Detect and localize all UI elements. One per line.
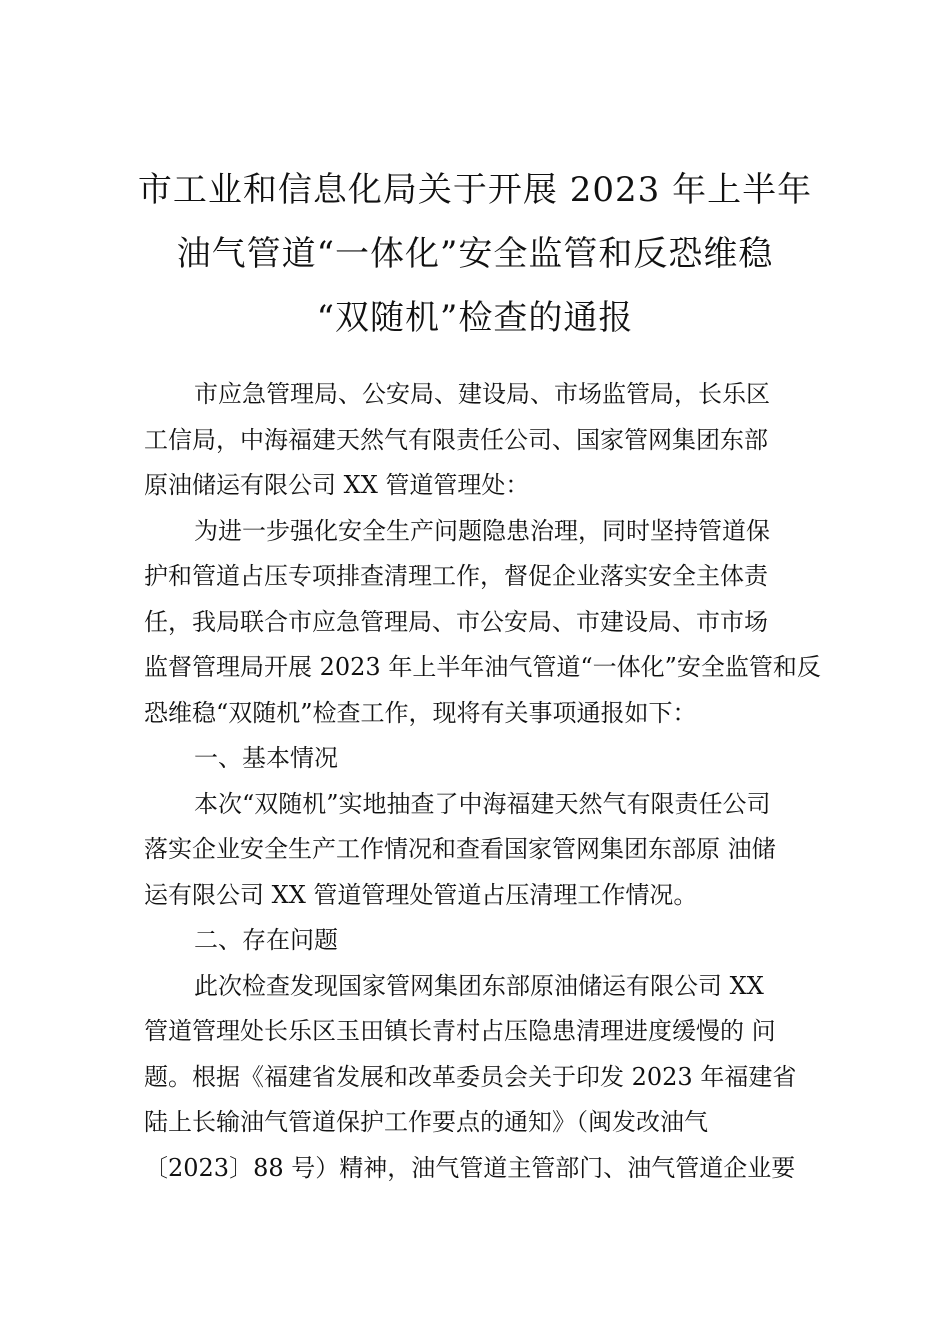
body-line: 市应急管理局、公安局、建设局、市场监管局，长乐区 xyxy=(194,380,770,408)
body-line: 任，我局联合市应急管理局、市公安局、市建设局、市市场 xyxy=(144,607,768,636)
title-line-1: 市工业和信息化局关于开展 2023 年上半年 xyxy=(137,170,813,210)
body-line: 〔2023〕88 号）精神，油气管道主管部门、油气管道企业要 xyxy=(144,1153,796,1182)
body-line: 工信局，中海福建天然气有限责任公司、国家管网集团东部 xyxy=(144,425,768,454)
title-line-3: “双随机”检查的通报 xyxy=(316,298,634,338)
body-line: 一、基本情况 xyxy=(194,744,338,772)
body-line: 恐维稳“双随机”检查工作，现将有关事项通报如下： xyxy=(144,698,697,727)
body-line: 落实企业安全生产工作情况和查看国家管网集团东部原 油储 xyxy=(144,835,776,863)
body-line: 运有限公司 XX 管道管理处管道占压清理工作情况。 xyxy=(144,880,698,909)
body-line: 此次检查发现国家管网集团东部原油储运有限公司 XX xyxy=(194,971,764,1000)
body-line: 本次“双随机”实地抽查了中海福建天然气有限责任公司 xyxy=(194,789,771,818)
body-line: 为进一步强化安全生产问题隐患治理，同时坚持管道保 xyxy=(194,516,770,545)
body-line: 护和管道占压专项排查清理工作，督促企业落实安全主体责 xyxy=(144,562,768,590)
document-title xyxy=(100,158,850,350)
title-line-2: 油气管道“一体化”安全监管和反恐维稳 xyxy=(176,234,774,274)
body-line: 题。根据《福建省发展和改革委员会关于印发 2023 年福建省 xyxy=(144,1062,797,1091)
body-line: 二、存在问题 xyxy=(194,926,338,954)
body-line: 管道管理处长乐区玉田镇长青村占压隐患清理进度缓慢的 问 xyxy=(144,1017,776,1045)
body-line: 陆上长输油气管道保护工作要点的通知》（闽发改油气 xyxy=(144,1108,708,1136)
body-line: 原油储运有限公司 XX 管道管理处： xyxy=(144,471,530,499)
body-line: 监督管理局开展 2023 年上半年油气管道“一体化”安全监管和反 xyxy=(144,653,821,681)
document-body xyxy=(144,372,824,1191)
